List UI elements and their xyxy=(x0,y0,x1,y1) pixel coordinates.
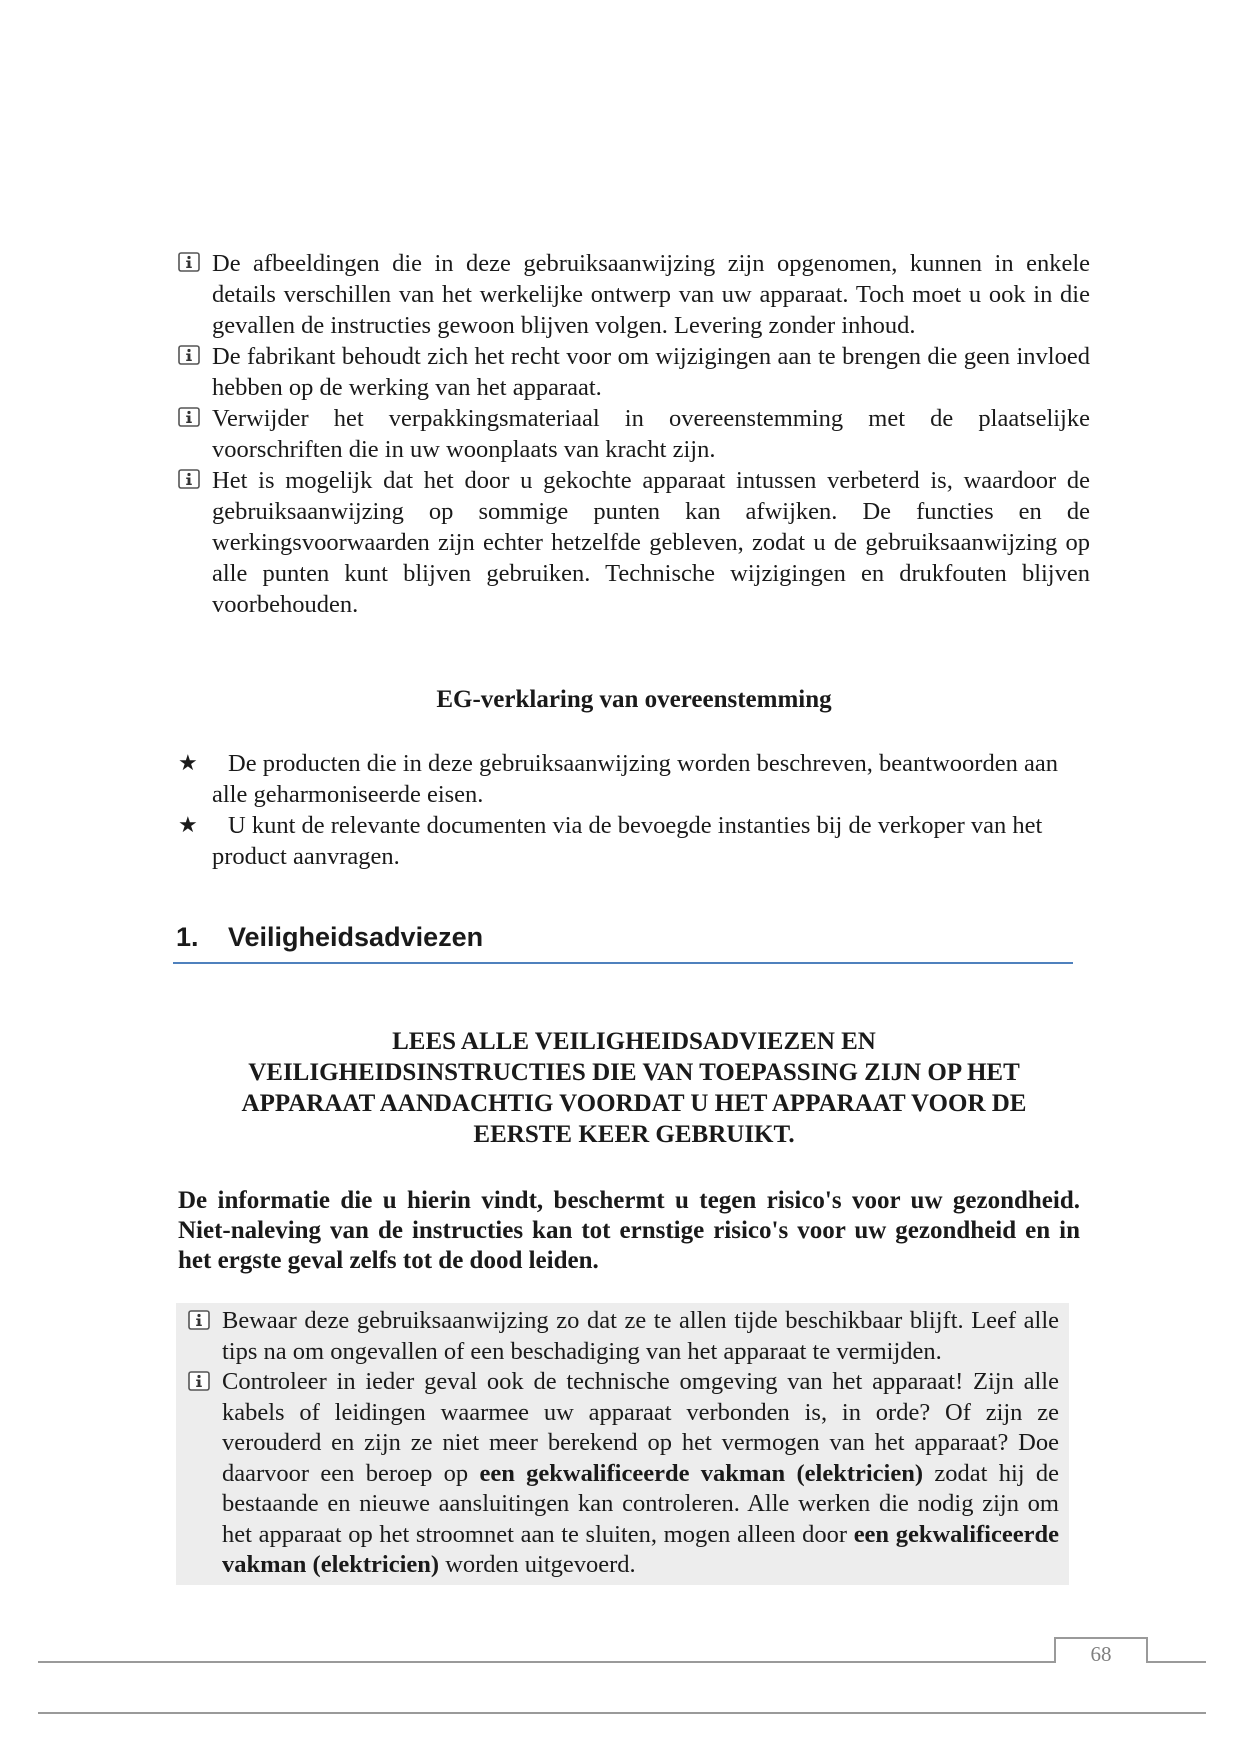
warning-line: LEES ALLE VEILIGHEIDSADVIEZEN EN xyxy=(392,1028,876,1055)
note-item xyxy=(188,1306,1059,1367)
note-text: zodat hij de bestaande en nieuwe aansluitingen kan controleren. Alle werken die nodig zijn om het apparaat op het stroomnet aan te sluiten, mogen alleen door xyxy=(222,1459,1060,1548)
warning-line: APPARAAT AANDACHTIG VOORDAT U HET APPARAAT VOOR DE xyxy=(241,1090,1027,1117)
note-text: Bewaar deze gebruiksaanwijzing zo dat ze te allen tijde beschikbaar blijft. Leef alle tips na om ongevallen of een beschadiging van het apparaat te vermijden. xyxy=(222,1307,1059,1365)
safety-notes-box xyxy=(176,1303,1069,1585)
section-title: Veiligheidsadviezen xyxy=(228,922,484,952)
note-text: worden uitgevoerd. xyxy=(439,1551,636,1578)
note-item xyxy=(188,1367,1059,1581)
info-icon xyxy=(188,1371,210,1391)
info-icon xyxy=(178,345,200,365)
note-item xyxy=(178,403,1090,465)
warning-line: EERSTE KEER GEBRUIKT. xyxy=(473,1121,795,1148)
info-icon xyxy=(178,407,200,427)
section-divider xyxy=(173,962,1073,964)
safety-notes xyxy=(176,1303,1069,1581)
list-item xyxy=(178,810,1090,872)
note-text: De fabrikant behoudt zich het recht voor om wijzigingen aan te brengen die geen invloed hebben op de werking van het apparaat. xyxy=(212,343,1090,401)
star-icon: ★ xyxy=(178,751,198,776)
safety-warning-text: De informatie die u hierin vindt, beschermt u tegen risico's voor uw gezondheid. Niet-naleving van de instructies kan tot ernstige risico's voor uw gezondheid en in het ergste geval zelfs tot de dood leiden. xyxy=(178,1187,1080,1274)
list-item xyxy=(178,748,1090,810)
info-icon xyxy=(188,1310,210,1330)
info-icon xyxy=(178,252,200,272)
section-heading xyxy=(176,922,483,953)
footer-line xyxy=(38,1661,1054,1663)
eg-declaration-title: EG-verklaring van overeenstemming xyxy=(436,686,832,713)
note-text: Het is mogelijk dat het door u gekochte apparaat intussen verbeterd is, waardoor de gebruiksaanwijzing op sommige punten kan afwijken. De functies en de werkingsvoorwaarden zijn echter hetzelfde gebleven, zodat u de gebruiksaanwijzing op alle punten kunt blijven gebruiken. Technische wijzigingen en drukfouten blijven voorbehouden. xyxy=(212,467,1090,618)
note-text: Verwijder het verpakkingsmateriaal in overeenstemming met de plaatselijke voorschriften die in uw woonplaats van kracht zijn. xyxy=(212,405,1090,463)
safety-warning-heading xyxy=(178,1026,1090,1150)
page-bottom-line xyxy=(38,1712,1206,1714)
star-icon: ★ xyxy=(178,813,198,838)
note-item xyxy=(178,465,1090,620)
note-text: Controleer in ieder geval ook de technische omgeving van het apparaat! Zijn alle kabels of leidingen waarmee uw apparaat verbonden is, in orde? Of zijn ze verouderd en zijn ze niet meer berekend op het vermogen van het apparaat? Doe daarvoor een beroep op xyxy=(222,1368,1059,1487)
eg-declaration-list xyxy=(178,748,1090,872)
list-item-text: De producten die in deze gebruiksaanwijzing worden beschreven, beantwoorden aan alle geharmoniseerde eisen. xyxy=(212,750,1058,808)
footer-line xyxy=(1146,1661,1206,1663)
note-emphasis: een gekwalificeerde vakman (elektricien) xyxy=(222,1520,1059,1578)
warning-line: VEILIGHEIDSINSTRUCTIES DIE VAN TOEPASSING ZIJN OP HET xyxy=(248,1059,1020,1086)
list-item-text: U kunt de relevante documenten via de bevoegde instanties bij de verkoper van het product aanvragen. xyxy=(212,812,1043,870)
note-item xyxy=(178,341,1090,403)
info-icon xyxy=(178,469,200,489)
section-number: 1. xyxy=(176,922,199,952)
page-number: 68 xyxy=(1090,1642,1112,1666)
note-text: De afbeeldingen die in deze gebruiksaanwijzing zijn opgenomen, kunnen in enkele details verschillen van het werkelijke ontwerp van uw apparaat. Toch moet u ook in die gevallen de instructies gewoon blijven volgen. Levering zonder inhoud. xyxy=(212,250,1090,339)
note-item xyxy=(178,248,1090,341)
intro-notes xyxy=(178,248,1090,620)
note-emphasis: een gekwalificeerde vakman (elektricien) xyxy=(479,1459,924,1487)
